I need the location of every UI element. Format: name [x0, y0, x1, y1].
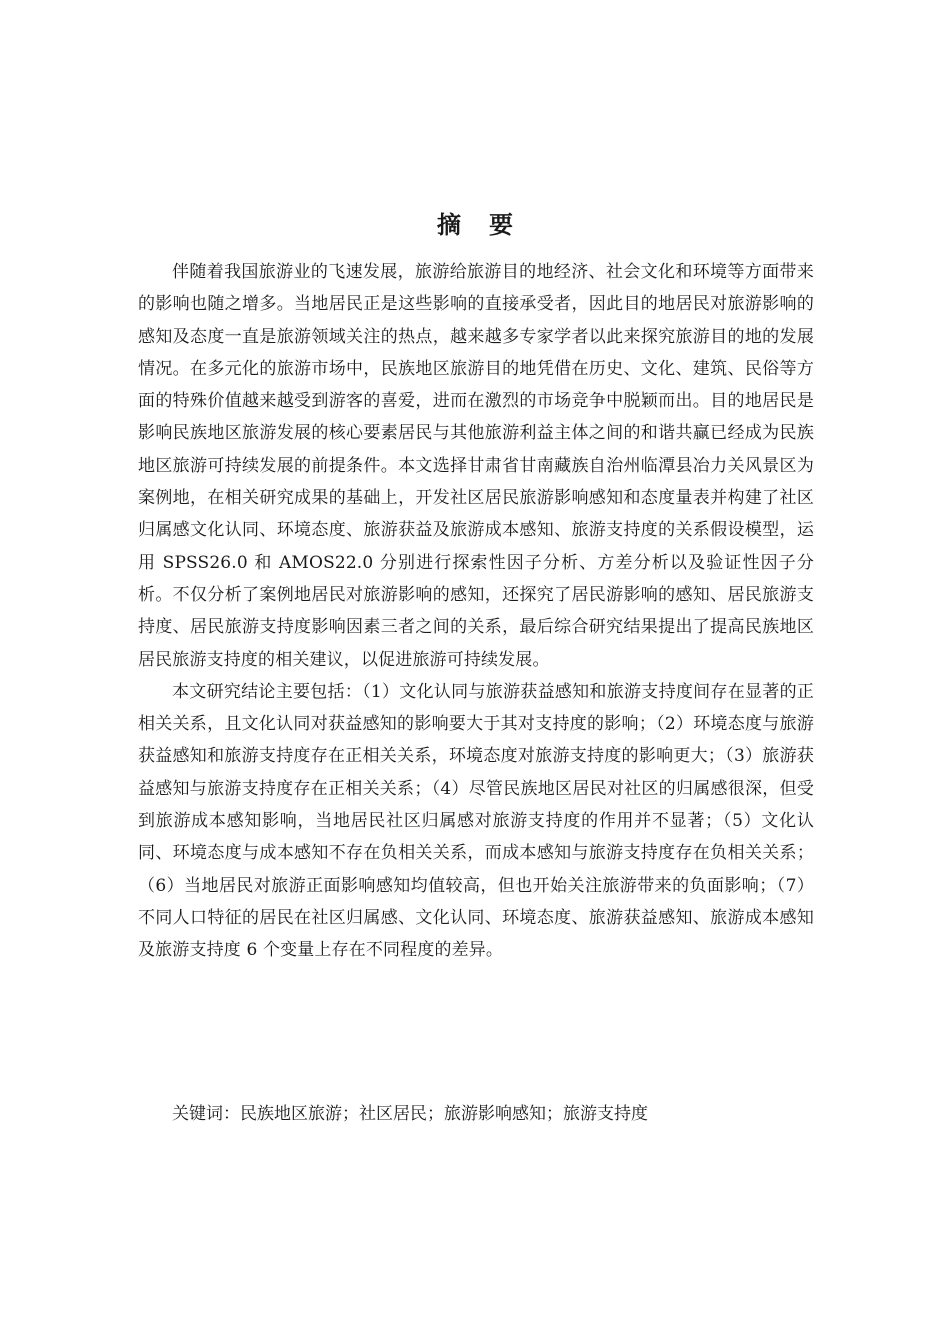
abstract-paragraph-2: 本文研究结论主要包括：（1）文化认同与旅游获益感知和旅游支持度间存在显著的正相关关系，且文化认同对获益感知的影响要大于其对支持度的影响；（2）环境态度与旅游获益感知和旅游支持度存在正相关关系，环境态度对旅游支持度的影响更大；（3）旅游获益感知与旅游支持度存在正相关关系；（4）尽管民族地区居民对社区的归属感很深，但受到旅游成本感知影响，当地居民社区归属感对旅游支持度的作用并不显著；（5）文化认同、环境态度与成本感知不存在负相关关系，而成本感知与旅游支持度存在负相关关系；（6）当地居民对旅游正面影响感知均值较高，但也开始关注旅游带来的负面影响；（7）不同人口特征的居民在社区归属感、文化认同、环境态度、旅游获益感知、旅游成本感知及旅游支持度 6 个变量上存在不同程度的差异。	[138, 681, 814, 961]
keywords-line: 关键词：民族地区旅游；社区居民；旅游影响感知；旅游支持度	[172, 1104, 648, 1124]
abstract-body	[138, 256, 814, 967]
abstract-paragraph-1: 伴随着我国旅游业的飞速发展，旅游给旅游目的地经济、社会文化和环境等方面带来的影响也随之增多。当地居民正是这些影响的直接承受者，因此目的地居民对旅游影响的感知及态度一直是旅游领域关注的热点，越来越多专家学者以此来探究旅游目的地的发展情况。在多元化的旅游市场中，民族地区旅游目的地凭借在历史、文化、建筑、民俗等方面的特殊价值越来越受到游客的喜爱，进而在激烈的市场竞争中脱颖而出。目的地居民是影响民族地区旅游发展的核心要素居民与其他旅游利益主体之间的和谐共赢已经成为民族地区旅游可持续发展的前提条件。本文选择甘肃省甘南藏族自治州临潭县冶力关风景区为案例地，在相关研究成果的基础上，开发社区居民旅游影响感知和态度量表并构建了社区归属感文化认同、环境态度、旅游获益及旅游成本感知、旅游支持度的关系假设模型，运用 SPSS26.0 和 AMOS22.0 分别进行探索性因子分析、方差分析以及验证性因子分析。不仅分析了案例地居民对旅游影响的感知，还探究了居民游影响的感知、居民旅游支持度、居民旅游支持度影响因素三者之间的关系，最后综合研究结果提出了提高民族地区居民旅游支持度的相关建议，以促进旅游可持续发展。	[138, 262, 814, 670]
abstract-title: 摘要	[437, 210, 541, 239]
